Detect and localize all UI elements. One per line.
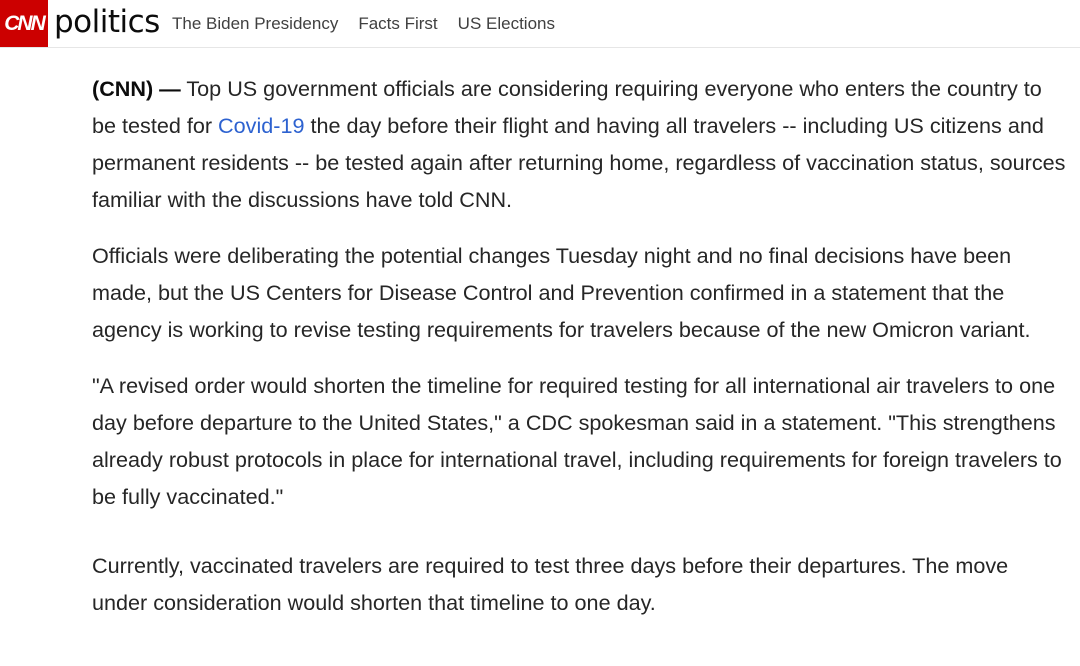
top-navigation-bar [0,0,1080,48]
article-body [92,70,1067,640]
dateline: (CNN) — [92,76,181,101]
nav-link-biden-presidency[interactable]: The Biden Presidency [172,14,339,33]
article-paragraph-4: Currently, vaccinated travelers are required to test three days before their departures. The move under consideration would shorten that timeline to one day. [92,553,1009,615]
section-title[interactable]: politics [54,4,160,40]
article-paragraph-2: Officials were deliberating the potential changes Tuesday night and no final decisions have been made, but the US Centers for Disease Control and Prevention confirmed in a statement that the agency is working to revise testing requirements for travelers because of the new Omicron variant. [92,243,1031,342]
paragraph-1-text-b: the day before their flight and having all travelers -- including US citizens and permanent residents -- be tested again after returning home, regardless of vaccination status, sources familiar with the discussions have told CNN. [92,113,1066,212]
article-paragraph-1 [92,70,1067,218]
nav-link-facts-first[interactable]: Facts First [358,14,438,33]
covid-19-link[interactable]: Covid-19 [218,113,305,138]
nav-link-us-elections[interactable]: US Elections [457,14,555,33]
section-nav [172,14,555,34]
cnn-logo[interactable] [0,0,48,47]
article-paragraph-3: "A revised order would shorten the timeline for required testing for all international air travelers to one day before departure to the United States," a CDC spokesman said in a statement. "This strengthens already robust protocols in place for international travel, including requirements for foreign travelers to be fully vaccinated." [92,373,1062,509]
paragraph-1-text-a: Top US government officials are considering requiring everyone who enters the country to be tested for [92,76,1042,138]
logo-text: CNN [4,11,44,35]
